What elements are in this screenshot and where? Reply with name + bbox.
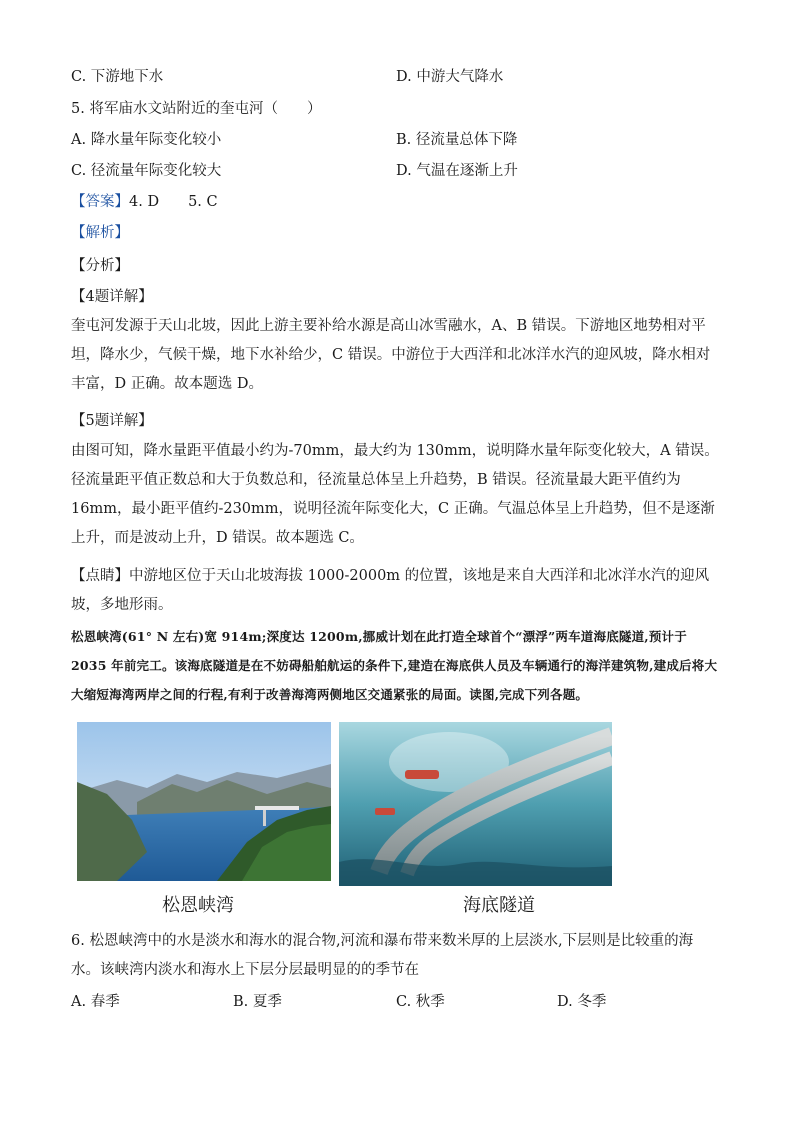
q5-option-a: A. 降水量年际变化较小 — [71, 132, 222, 148]
q5-option-d: D. 气温在逐渐上升 — [396, 163, 518, 179]
dianjing-tag: 【点睛】 — [71, 568, 129, 584]
fjord-illustration — [77, 722, 331, 881]
q5-option-c: C. 径流量年际变化较大 — [71, 163, 222, 179]
answer-line — [71, 192, 218, 212]
tunnel-render — [339, 722, 612, 886]
fenxi-tag: 【分析】 — [71, 258, 129, 274]
q5-detail-text: 由图可知，降水量距平值最小约为-70mm，最大约为 130mm，说明降水量年际变化较大，A 错误。径流量距平值正数总和大于负数总和，径流量总体呈上升趋势，B 错误。径流量最大距平值约为 16mm，最小距平值约-230mm，说明径流年际变化大，C 正确。气温总体呈上升趋势，但不是逐渐上升，而是波动上升，D 错误。故本题选 C。 — [71, 443, 719, 546]
q6-option-c: C. 秋季 — [396, 994, 445, 1010]
q6-stem: 6. 松恩峡湾中的水是淡水和海水的混合物,河流和瀑布带来数米厚的上层淡水,下层则是比较重的海水。该峡湾内淡水和海水上下层分层最明显的的季节在 — [71, 933, 694, 978]
dianjing-paragraph — [71, 562, 721, 620]
q6-option-d: D. 冬季 — [557, 994, 607, 1010]
q5-option-b: B. 径流量总体下降 — [396, 132, 518, 148]
answer-text: 4. D 5. C — [129, 194, 218, 210]
q5-detail-tag: 【5题详解】 — [71, 413, 153, 429]
q5-stem: 5. 将军庙水文站附近的奎屯河（ ） — [71, 101, 322, 117]
fjord-photo — [77, 722, 331, 881]
q6-option-b: B. 夏季 — [233, 994, 282, 1010]
dianjing-text: 中游地区位于天山北坡海拔 1000-2000m 的位置，该地是来自大西洋和北冰洋水汽的迎风坡，多地形雨。 — [71, 568, 710, 613]
answer-tag: 【答案】 — [71, 194, 129, 210]
tunnel-illustration — [339, 722, 612, 886]
q4-option-d: D. 中游大气降水 — [396, 69, 504, 85]
passage-text: 松恩峡湾(61° N 左右)宽 914m;深度达 1200m,挪威计划在此打造全球首个“漂浮”两车道海底隧道,预计于 2035 年前完工。该海底隧道是在不妨碍船舶航运的条件下,建造在海底供人员及车辆通行的海洋建筑物,建成后将大大缩短海湾两岸之间的行程,有利于改善海湾两侧地区交通紧张的局面。读图,完成下列各题。 — [71, 629, 718, 702]
analysis-tag: 【解析】 — [71, 225, 129, 241]
q4-detail-text: 奎屯河发源于天山北坡，因此上游主要补给水源是高山冰雪融水，A、B 错误。下游地区地势相对平坦，降水少，气候干燥，地下水补给少，C 错误。中游位于大西洋和北冰洋水汽的迎风坡，降水相对丰富，D 正确。故本题选 D。 — [71, 318, 711, 392]
left-figure-caption: 松恩峡湾 — [162, 895, 234, 916]
right-figure-caption: 海底隧道 — [463, 895, 535, 916]
q4-option-c: C. 下游地下水 — [71, 69, 164, 85]
q6-option-a: A. 春季 — [71, 994, 120, 1010]
q4-detail-tag: 【4题详解】 — [71, 289, 153, 305]
